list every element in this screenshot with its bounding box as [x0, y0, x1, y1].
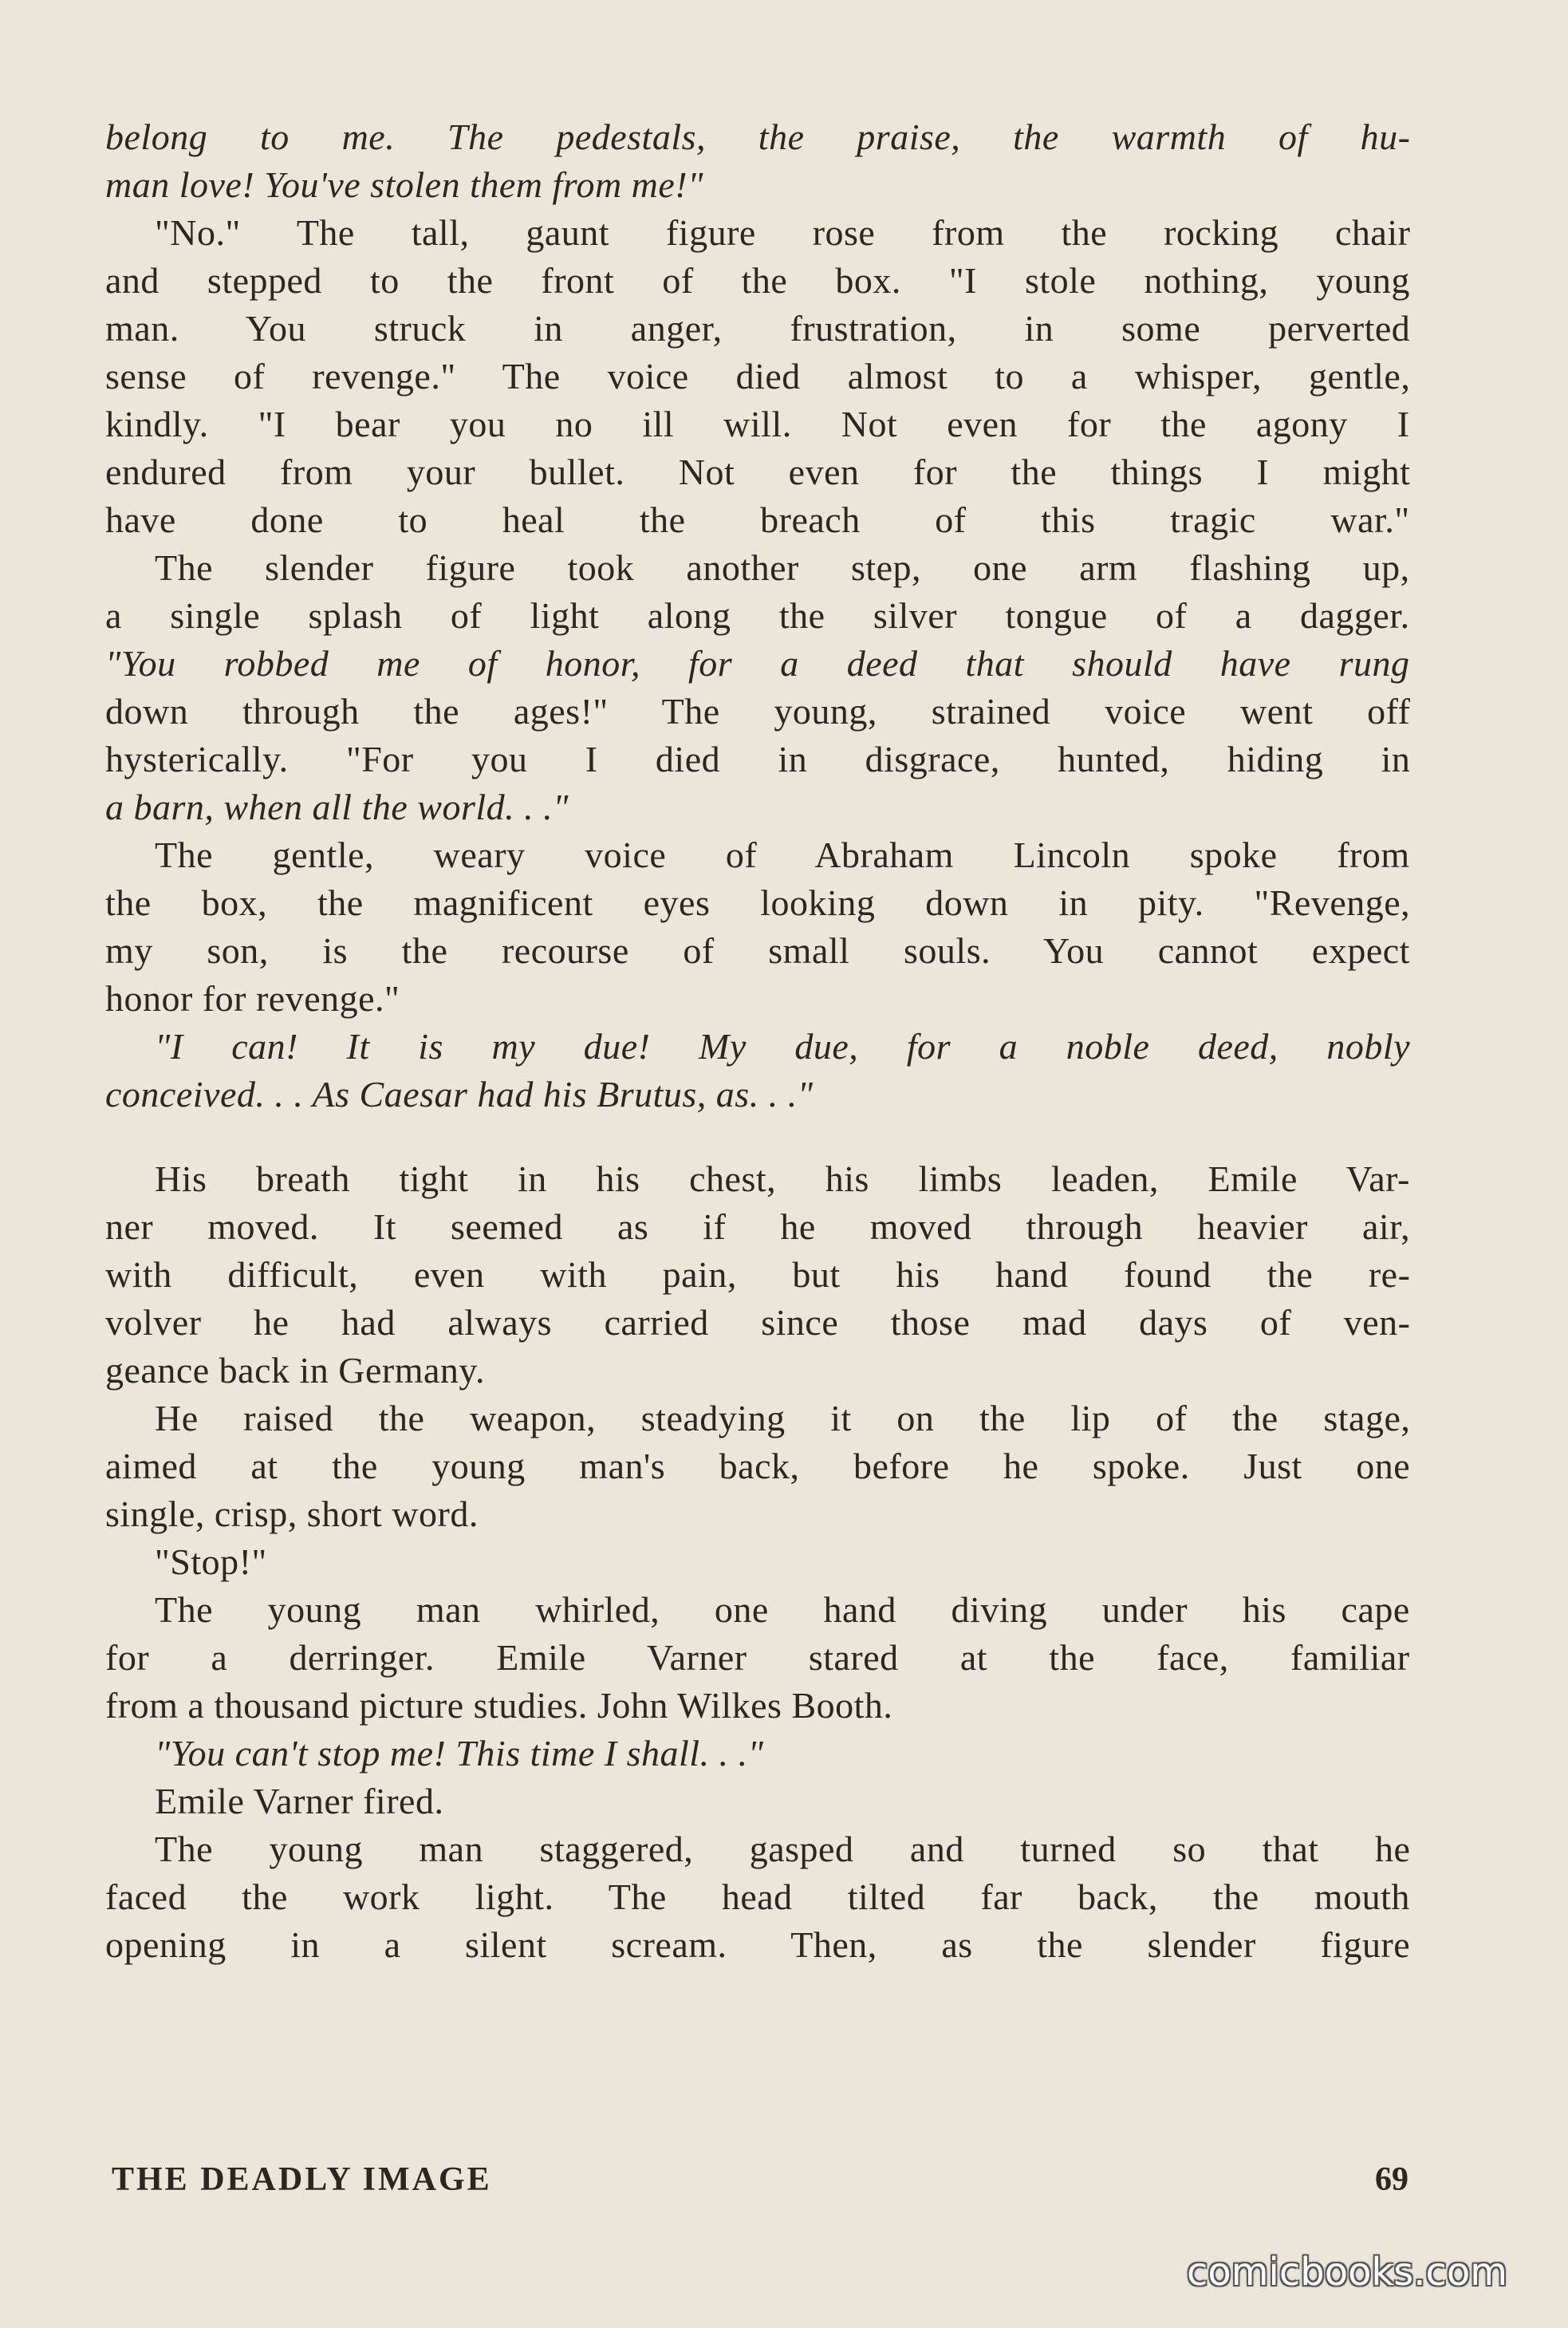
- text-line: honor for revenge.": [105, 978, 400, 1019]
- text-line: a single splash of light along the silver tongue of a dagger.: [105, 595, 1410, 636]
- text-line: single, crisp, short word.: [105, 1493, 479, 1534]
- text-line: "You robbed me of honor, for a deed that should have rung: [105, 643, 1410, 684]
- text-line: endured from your bullet. Not even for the things I might: [105, 452, 1411, 492]
- watermark-logo: comicbooks.com: [1186, 2250, 1508, 2294]
- text-line: kindly. "I bear you no ill will. Not even for the agony I: [105, 404, 1410, 444]
- text-line: hysterically. "For you I died in disgrace, hunted, hiding in: [105, 739, 1411, 779]
- text-line: The young man whirled, one hand diving under his cape: [155, 1589, 1410, 1630]
- text-line: volver he had always carried since those mad days of ven-: [105, 1302, 1411, 1343]
- text-line: The gentle, weary voice of Abraham Lincoln spoke from: [155, 835, 1410, 875]
- text-line: man. You struck in anger, frustration, in some perverted: [105, 308, 1411, 349]
- text-line: the box, the magnificent eyes looking down in pity. "Revenge,: [105, 882, 1411, 923]
- text-line: The slender figure took another step, one arm flashing up,: [155, 547, 1410, 588]
- text-line: with difficult, even with pain, but his hand found the re-: [105, 1254, 1411, 1295]
- text-line: and stepped to the front of the box. "I stole nothing, young: [105, 260, 1410, 301]
- text-line: "I can! It is my due! My due, for a noble deed, nobly: [155, 1026, 1411, 1067]
- text-line: geance back in Germany.: [105, 1350, 485, 1391]
- text-line: down through the ages!" The young, strained voice went off: [105, 691, 1411, 732]
- text-line: Emile Varner fired.: [155, 1781, 444, 1821]
- text-line: sense of revenge." The voice died almost to a whisper, gentle,: [105, 356, 1411, 397]
- text-line: belong to me. The pedestals, the praise, the warmth of hu-: [105, 116, 1411, 157]
- text-line: "No." The tall, gaunt figure rose from the rocking chair: [155, 212, 1411, 253]
- text-line: for a derringer. Emile Varner stared at the face, familiar: [105, 1637, 1410, 1678]
- text-line: have done to heal the breach of this tragic war.": [105, 499, 1410, 540]
- text-line: conceived. . . As Caesar had his Brutus, as. . .": [105, 1074, 814, 1115]
- text-line: faced the work light. The head tilted far back, the mouth: [105, 1876, 1410, 1917]
- text-line: opening in a silent scream. Then, as the slender figure: [105, 1924, 1411, 1965]
- text-line: a barn, when all the world. . .": [105, 787, 569, 827]
- text-line: from a thousand picture studies. John Wilkes Booth.: [105, 1685, 893, 1726]
- text-line: The young man staggered, gasped and turned so that he: [155, 1829, 1411, 1869]
- text-line: man love! You've stolen them from me!": [105, 164, 703, 205]
- text-line: "You can't stop me! This time I shall. . .": [155, 1733, 764, 1774]
- text-line: His breath tight in his chest, his limbs leaden, Emile Var-: [155, 1158, 1410, 1199]
- text-line: aimed at the young man's back, before he spoke. Just one: [105, 1446, 1411, 1486]
- text-line: "Stop!": [155, 1541, 267, 1582]
- text-line: ner moved. It seemed as if he moved through heavier air,: [105, 1206, 1411, 1247]
- text-line: my son, is the recourse of small souls. You cannot expect: [105, 930, 1410, 971]
- text-line: He raised the weapon, steadying it on the lip of the stage,: [155, 1398, 1411, 1438]
- page-number: 69: [1375, 2161, 1408, 2198]
- running-footer-title: THE DEADLY IMAGE: [112, 2161, 492, 2198]
